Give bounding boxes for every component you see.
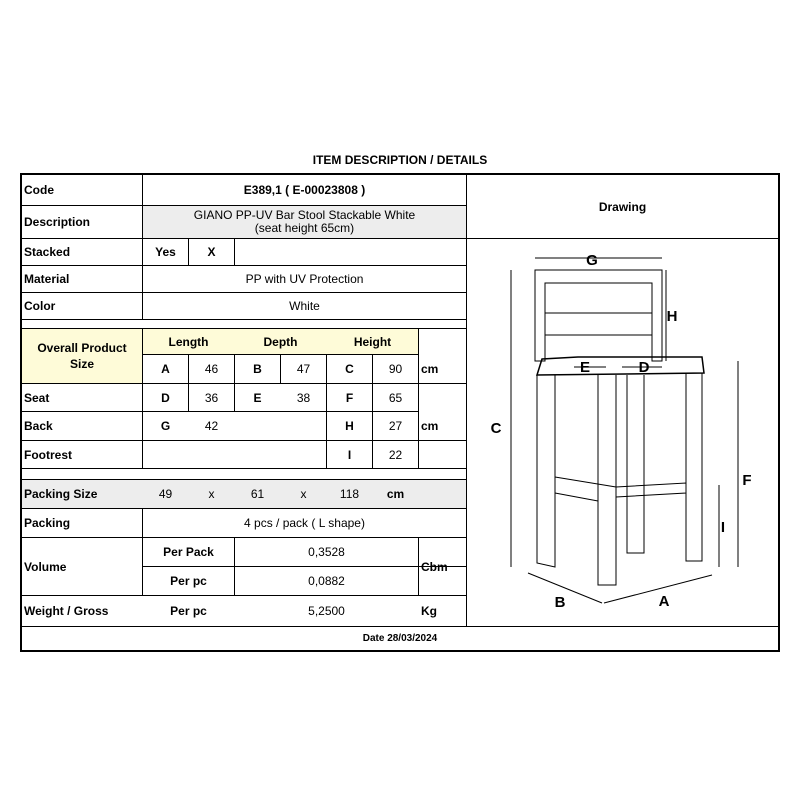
overall-size-label-line-2: Size <box>69 357 94 371</box>
drawing-label-a: A <box>658 593 670 610</box>
weight-value: 5,2500 <box>308 604 345 618</box>
drawing-label: Drawing <box>598 199 647 214</box>
overall-size-label-line-1: Overall Product <box>37 341 127 355</box>
volume-unit: Cbm <box>421 559 448 574</box>
height-header: Height <box>353 334 392 349</box>
dim-b-key: B <box>253 362 262 376</box>
stacked-yes: Yes <box>155 245 176 259</box>
weight-per-pc-label: Per pc <box>170 604 207 618</box>
seat-back-unit: cm <box>421 419 439 433</box>
seat-outline <box>537 357 704 375</box>
packing-value: 4 pcs / pack ( L shape) <box>244 516 365 530</box>
packing-size-unit: cm <box>386 487 405 501</box>
dim-i-value: 22 <box>388 447 403 462</box>
leg-front-right <box>598 375 616 585</box>
dim-c-value: 90 <box>388 362 403 376</box>
stacked-mark: X <box>207 245 216 259</box>
volume-per-pc-value: 0,0882 <box>308 574 345 588</box>
weight-unit: Kg <box>421 604 437 618</box>
dim-d-value: 36 <box>204 390 219 405</box>
packing-size-label: Packing Size <box>24 487 98 501</box>
dim-f-key: F <box>345 390 354 405</box>
depth-header: Depth <box>263 334 298 349</box>
packing-width: 49 <box>158 487 173 501</box>
dim-i-key: I <box>347 447 352 462</box>
packing-x-2: x <box>300 487 307 501</box>
dim-d-key: D <box>161 390 170 405</box>
drawing-label-i: I <box>720 519 726 536</box>
dim-e-value: 38 <box>296 390 311 405</box>
weight-label: Weight / Gross <box>24 604 109 618</box>
drawing-label-h: H <box>666 308 678 325</box>
backrest-outline <box>535 270 662 361</box>
drawing-label-d: D <box>638 359 650 376</box>
material-label: Material <box>24 272 70 286</box>
drawing-label-g: G <box>586 252 598 269</box>
drawing-label-c: C <box>490 420 502 437</box>
dim-h-key: H <box>345 419 354 433</box>
leg-front-left <box>537 375 555 567</box>
packing-height: 118 <box>339 487 360 501</box>
volume-per-pack-value: 0,3528 <box>308 545 345 559</box>
drawing-label-b: B <box>554 594 566 611</box>
dim-g-value: 42 <box>204 419 219 433</box>
dim-f-value: 65 <box>388 390 403 405</box>
volume-label: Volume <box>24 559 67 574</box>
leg-back-right <box>686 373 702 561</box>
leg-back-left <box>627 375 644 553</box>
description-line-1: GIANO PP-UV Bar Stool Stackable White <box>193 208 416 222</box>
drawing-label-e: E <box>579 359 591 376</box>
dim-b-value: 47 <box>296 362 311 376</box>
volume-per-pc-label: Per pc <box>170 574 207 588</box>
dim-h-value: 27 <box>388 419 403 433</box>
footrest-label: Footrest <box>24 447 72 462</box>
date-footer: Date 28/03/2024 <box>362 633 438 644</box>
length-header: Length <box>168 334 209 349</box>
drawing-label-f: F <box>742 472 752 489</box>
stacked-label: Stacked <box>24 245 71 259</box>
description-label: Description <box>24 215 91 229</box>
back-label: Back <box>24 419 53 433</box>
color-value: White <box>289 299 320 313</box>
page-title: ITEM DESCRIPTION / DETAILS <box>312 153 488 167</box>
volume-per-pack-label: Per Pack <box>163 545 214 559</box>
stool-drawing <box>22 175 778 650</box>
dim-a-key: A <box>161 362 170 376</box>
color-label: Color <box>24 299 56 313</box>
overall-unit: cm <box>421 362 439 376</box>
seat-label: Seat <box>24 390 50 405</box>
packing-depth: 61 <box>250 487 265 501</box>
code-value: E389,1 ( E-00023808 ) <box>243 183 366 197</box>
backrest-slats <box>545 313 652 335</box>
item-sheet <box>20 173 780 652</box>
dim-a-value: 46 <box>204 362 219 376</box>
material-value: PP with UV Protection <box>245 272 364 286</box>
code-label: Code <box>24 183 54 197</box>
dim-g-key: G <box>160 419 171 433</box>
dim-e-key: E <box>253 390 262 405</box>
packing-label: Packing <box>24 516 71 530</box>
packing-x-1: x <box>208 487 215 501</box>
dim-c-key: C <box>345 362 354 376</box>
footrest-bars <box>555 477 686 501</box>
description-line-2: (seat height 65cm) <box>254 221 355 235</box>
